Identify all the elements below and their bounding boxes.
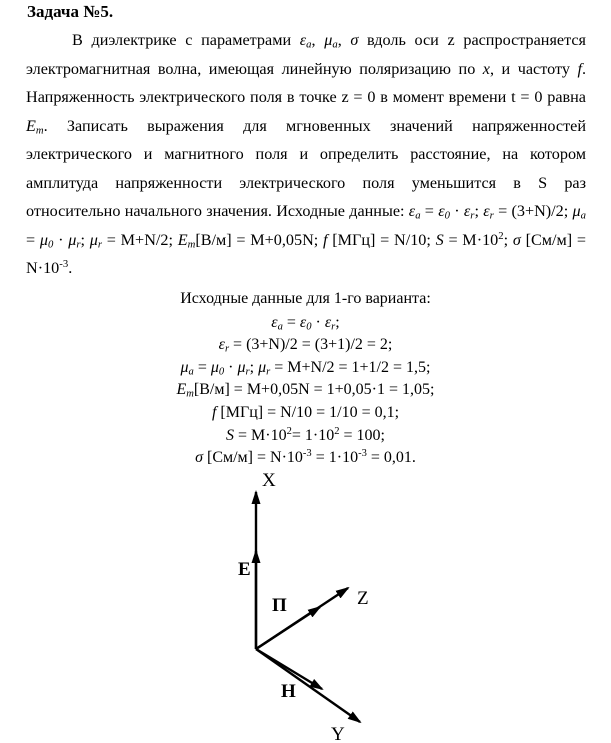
z-axis-label: Z bbox=[357, 588, 369, 609]
page-title: Задача №5. bbox=[27, 2, 114, 21]
e-vector-label: E bbox=[238, 559, 251, 580]
formula-line-sigma: σ $[См/м] = N\cdot 10^{-3} = 1\cdot 10^{-3} = 0,01$. bbox=[195, 448, 416, 467]
formula-line-epsilon-a: εa = ε0 · εr; bbox=[271, 313, 340, 332]
formula-line-mu: μa = μ0 · μr; μr = M+N/2 = 1+1/2 = 1,5; bbox=[180, 358, 431, 378]
formula-line-epsilon-r: εr = (3+N)/2 = (3+1)/2 = 2; bbox=[218, 336, 393, 355]
h-vector-label: H bbox=[281, 681, 296, 702]
formula-line-em: Em[В/м] = M+0,05N = 1+0,05·1 = 1,05; bbox=[176, 381, 435, 400]
y-axis-label: Y bbox=[331, 724, 345, 743]
variant-header: Исходные данные для 1-го варианта: bbox=[180, 290, 431, 307]
formula-line-s: $S = M\cdot 10^2= 1\cdot 10^2 = 100$; bbox=[226, 425, 385, 444]
y-axis-line bbox=[256, 649, 360, 722]
problem-statement-paragraph: В диэлектрике с параметрами εa, μa, σ вдоль оси z распространяется электромагнитная волна, имеющая линейную поляризацию по x, и частоту f. Напряженность электрического поля в точке z = 0 в момент времени t = 0 равна Em. Записать выражения для мгновенных значений напряженностей электрического и магнитного поля и определить расстояние, на котором амплитуда напряженности электрического поля уменьшится в S раз относительно начального значения. Исходные данные: εa = ε0 · εr; εr = (3+N)/2; μa = μ0 · μr; μr = M+N/2; Em[В/м] = M+0,05N; f [МГц] = N/10; $S = M\cdot 10^2$; σ $[См/м] = N\cdot 10^{-3}$. bbox=[26, 31, 587, 277]
formula-line-frequency: f [МГц] = N/10 = 1/10 = 0,1; bbox=[211, 403, 400, 421]
poynting-vector-arrow bbox=[256, 607, 320, 649]
x-axis-label: X bbox=[262, 470, 276, 491]
poynting-vector-label: П bbox=[272, 595, 287, 616]
